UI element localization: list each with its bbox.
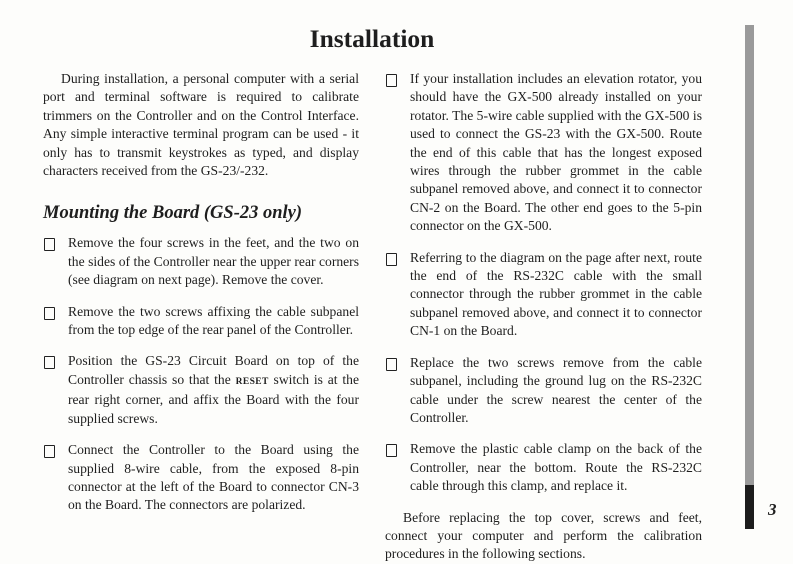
checkbox-icon (44, 307, 55, 320)
intro-paragraph: During installation, a personal computer with a serial port and terminal software is required to calibrate trimmers on the Controller and on the Control Interface. Any simple interactive terminal program can be used - it only has to transmit keystrokes as typed, and display characters received from the GS-23/-232. (43, 71, 359, 179)
checkbox-icon (44, 356, 55, 369)
checklist-item (43, 303, 359, 340)
checklist-item (385, 440, 702, 495)
item-text-part: Position the GS-23 Circuit Board on top of the Controller chassis so that the (68, 353, 359, 387)
page-title: Installation (309, 24, 435, 53)
item-text: If your installation includes an elevation rotator, you should have the GX-500 already installed on your rotator. The 5-wire cable supplied with the GX-500 is used to connect the GS-23 with the GX-500. Route the end of this cable that has the longest exposed wires through the rubber grommet in the cable subpanel removed above, and connect it to connector CN-2 on the Board. The other end goes to the 5-pin connector on the GX-500. (410, 71, 702, 234)
checkbox-icon (44, 445, 55, 458)
item-text: Remove the four screws in the feet, and the two on the sides of the Controller near the upper rear corners (see diagram on next page). Remove the cover. (68, 235, 359, 288)
item-text: Remove the two screws affixing the cable subpanel from the top edge of the rear panel of the Controller. (68, 303, 359, 338)
item-text: Referring to the diagram on the page after next, route the end of the RS-232C cable with the small connector through the rubber grommet in the cable subpanel removed above, and connect it to connector CN-1 on the Board. (410, 249, 702, 339)
section-heading: Mounting the Board (GS-23 only) (43, 203, 303, 224)
section-tab-marker (745, 485, 754, 529)
right-column (385, 70, 702, 564)
checkbox-icon (386, 444, 397, 457)
item-text: Replace the two screws remove from the cable subpanel, including the ground lug on the RS-232C cable under the screw nearest the center of the Controller. (410, 354, 702, 425)
item-text: Connect the Controller to the Board using the supplied 8-wire cable, from the exposed 8-pin connector at the left of the Board to connector CN-3 on the Board. The connectors are polarized. (68, 442, 359, 513)
section-tab (745, 25, 754, 515)
page-number: 3 (768, 500, 777, 519)
checklist-item (43, 441, 359, 515)
checklist-item (43, 352, 359, 428)
checkbox-icon (386, 74, 397, 87)
checklist-item (385, 70, 702, 236)
checklist-item (43, 234, 359, 289)
checklist-item (385, 354, 702, 428)
checklist-item (385, 249, 702, 341)
checkbox-icon (44, 238, 55, 251)
checkbox-icon (386, 358, 397, 371)
closing-paragraph: Before replacing the top cover, screws and feet, connect your computer and perform the calibration procedures in the following sections. (385, 509, 702, 562)
item-text: Remove the plastic cable clamp on the back of the Controller, near the bottom. Route the RS-232C cable through this clamp, and replace it. (410, 441, 702, 494)
checkbox-icon (386, 253, 397, 266)
item-text-part: switch is at the rear right corner, and affix the Board with the four supplied screws. (68, 371, 359, 426)
reset-label: RESET (235, 376, 269, 387)
left-column (43, 70, 359, 528)
